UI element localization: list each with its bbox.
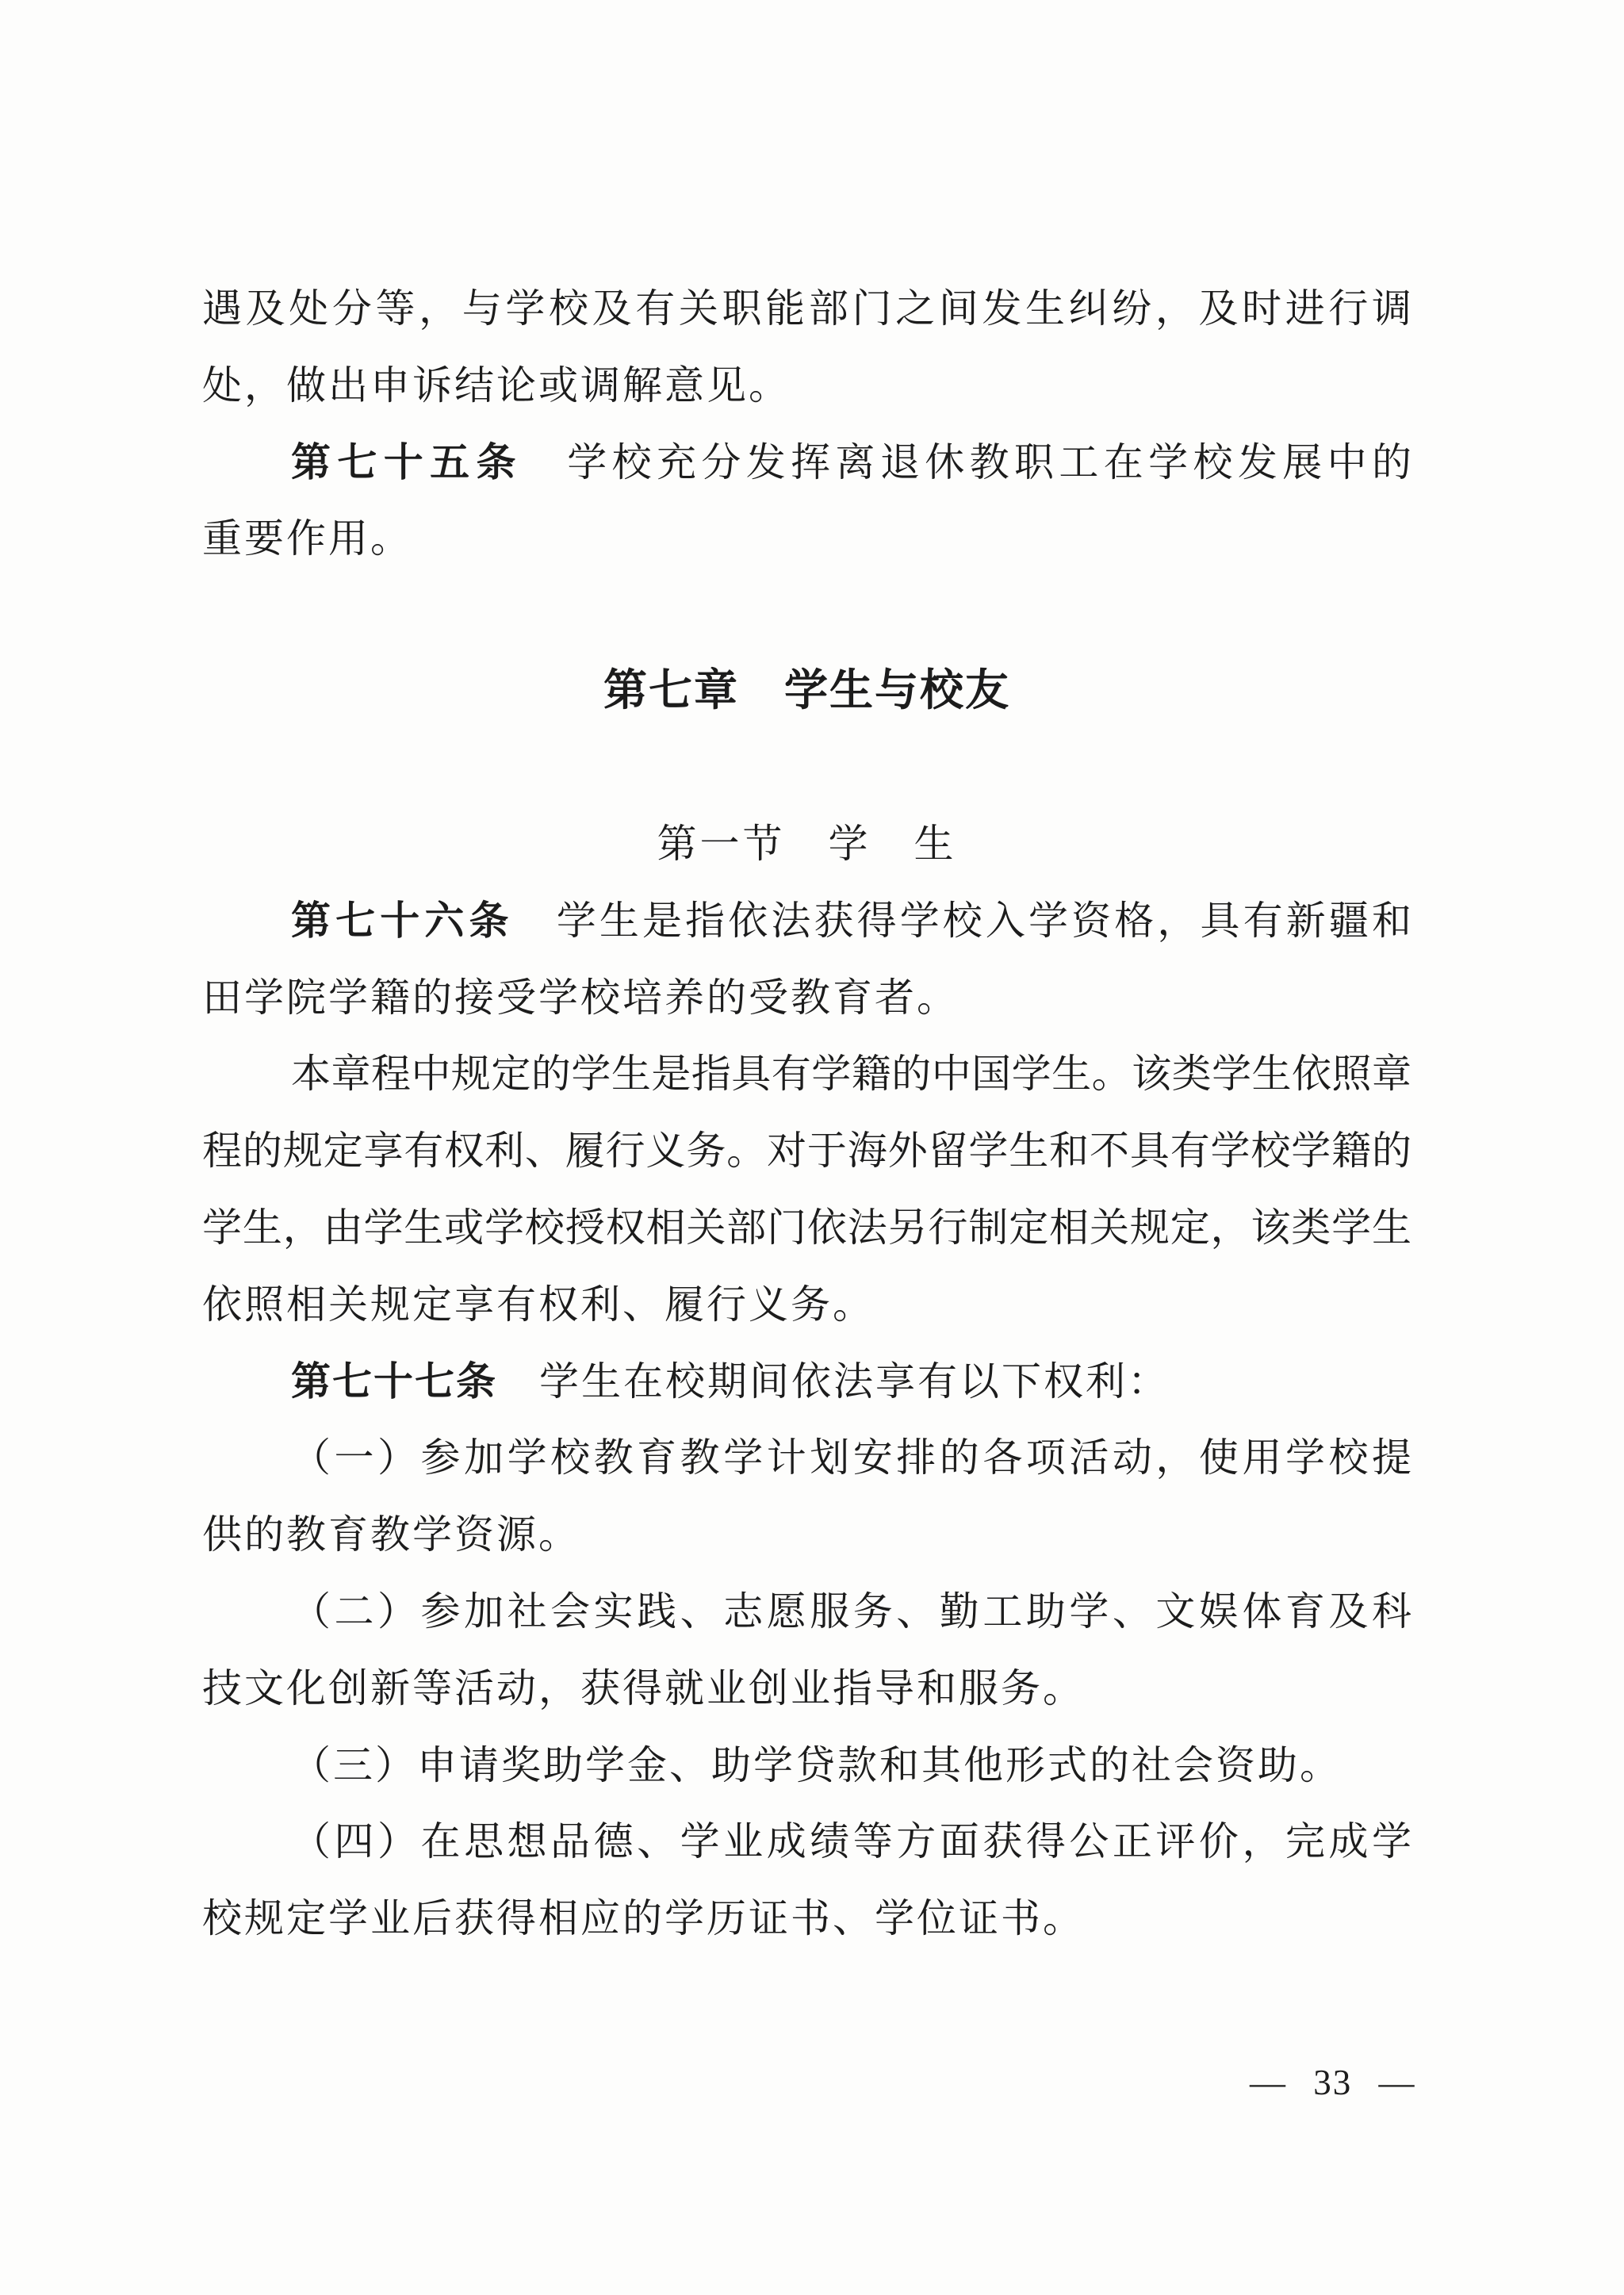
section-heading: 第一节 学 生 bbox=[657, 821, 957, 866]
text-line: （三）申请奖助学金、助学贷款和其他形式的社会资助。 bbox=[291, 1742, 1342, 1787]
text-line: 处，做出申诉结论或调解意见。 bbox=[202, 362, 791, 408]
article-number: 第七十六条 bbox=[291, 898, 514, 943]
text-line: 依照相关规定享有权利、履行义务。 bbox=[202, 1282, 875, 1327]
text-line: 校规定学业后获得相应的学历证书、学位证书。 bbox=[202, 1896, 1085, 1941]
article-number: 第七十五条 bbox=[291, 439, 523, 485]
text-line: （四）在思想品德、学业成绩等方面获得公正评价，完成学 bbox=[291, 1819, 1411, 1864]
page-number: — 33 — bbox=[1250, 2063, 1416, 2102]
text-line: 重要作用。 bbox=[202, 516, 412, 561]
page-body bbox=[202, 270, 1411, 1957]
text-line: 供的教育教学资源。 bbox=[202, 1512, 580, 1557]
text-line: 第七十六条 学生是指依法获得学校入学资格，具有新疆和 bbox=[291, 898, 1412, 943]
text-line: 程的规定享有权利、履行义务。对于海外留学生和不具有学校学籍的 bbox=[202, 1128, 1411, 1174]
text-line: （二）参加社会实践、志愿服务、勤工助学、文娱体育及科 bbox=[291, 1588, 1411, 1634]
text-line: （一）参加学校教育教学计划安排的各项活动，使用学校提 bbox=[291, 1435, 1411, 1481]
text-line: 田学院学籍的接受学校培养的受教育者。 bbox=[202, 975, 959, 1020]
text-line: 遇及处分等，与学校及有关职能部门之间发生纠纷，及时进行调 bbox=[202, 286, 1411, 331]
text-line: 技文化创新等活动，获得就业创业指导和服务。 bbox=[202, 1665, 1085, 1711]
text-line: 学生，由学生或学校授权相关部门依法另行制定相关规定，该类学生 bbox=[202, 1205, 1411, 1250]
chapter-heading: 第七章 学生与校友 bbox=[603, 665, 1010, 715]
text-line: 第七十七条 学生在校期间依法享有以下权利： bbox=[291, 1358, 1170, 1404]
article-number: 第七十七条 bbox=[291, 1358, 497, 1404]
text-line: 第七十五条 学校充分发挥离退休教职工在学校发展中的 bbox=[291, 439, 1411, 485]
text-line: 本章程中规定的学生是指具有学籍的中国学生。该类学生依照章 bbox=[291, 1052, 1411, 1097]
